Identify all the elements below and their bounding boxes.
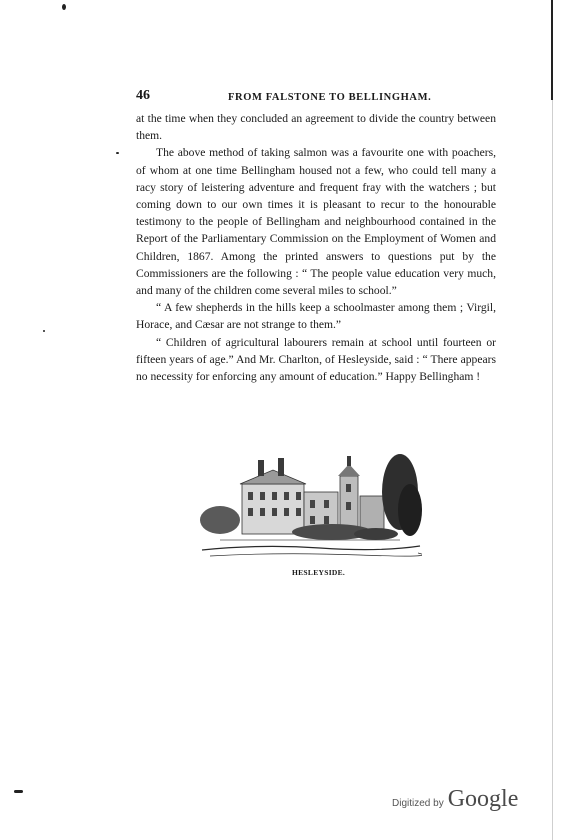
running-title: FROM FALSTONE TO BELLINGHAM.	[228, 92, 432, 103]
scan-speck	[14, 790, 23, 793]
paragraph: at the time when they concluded an agreement to divide the country between them.	[136, 112, 496, 143]
scan-speck	[116, 152, 119, 154]
page-number: 46	[136, 88, 150, 103]
paragraph: “ Children of agricultural labourers remain at school until fourteen or fifteen years of age.” And Mr. Charlton, of Hesleyside, said : “ There appears no necessity for enforcing any amount of education.” Happy Bellingham !	[136, 335, 496, 384]
body-text	[136, 110, 496, 385]
scan-edge-light	[552, 100, 553, 840]
brand-logo: Google	[447, 786, 519, 812]
paragraph: “ A few shepherds in the hills keep a schoolmaster among them ; Virgil, Horace, and Cæsar are not strange to them.”	[136, 301, 496, 332]
digitized-by-mark	[392, 786, 518, 813]
scan-speck	[62, 4, 66, 10]
digitized-label: Digitized by	[392, 798, 444, 809]
paragraph: The above method of taking salmon was a favourite one with poachers, of whom at one time Bellingham housed not a few, who could tell many a racy story of leistering adventure and frequent fray with the watchers ; but coming down to our own times it is pleasant to recur to the honourable testimony to the people of Bellingham and neighbourhood contained in the Report of the Parliamentary Commission on the Employment of Women and Children, 1867. Among the printed answers to questions put by the Commissioners are the following : “ The people value education very much, and many of the children come several miles to school.”	[136, 146, 496, 298]
figure-caption: HESLEYSIDE.	[292, 568, 346, 577]
scan-speck	[43, 330, 45, 332]
hesleyside-engraving	[200, 440, 422, 562]
scan-edge-dark	[551, 0, 553, 100]
